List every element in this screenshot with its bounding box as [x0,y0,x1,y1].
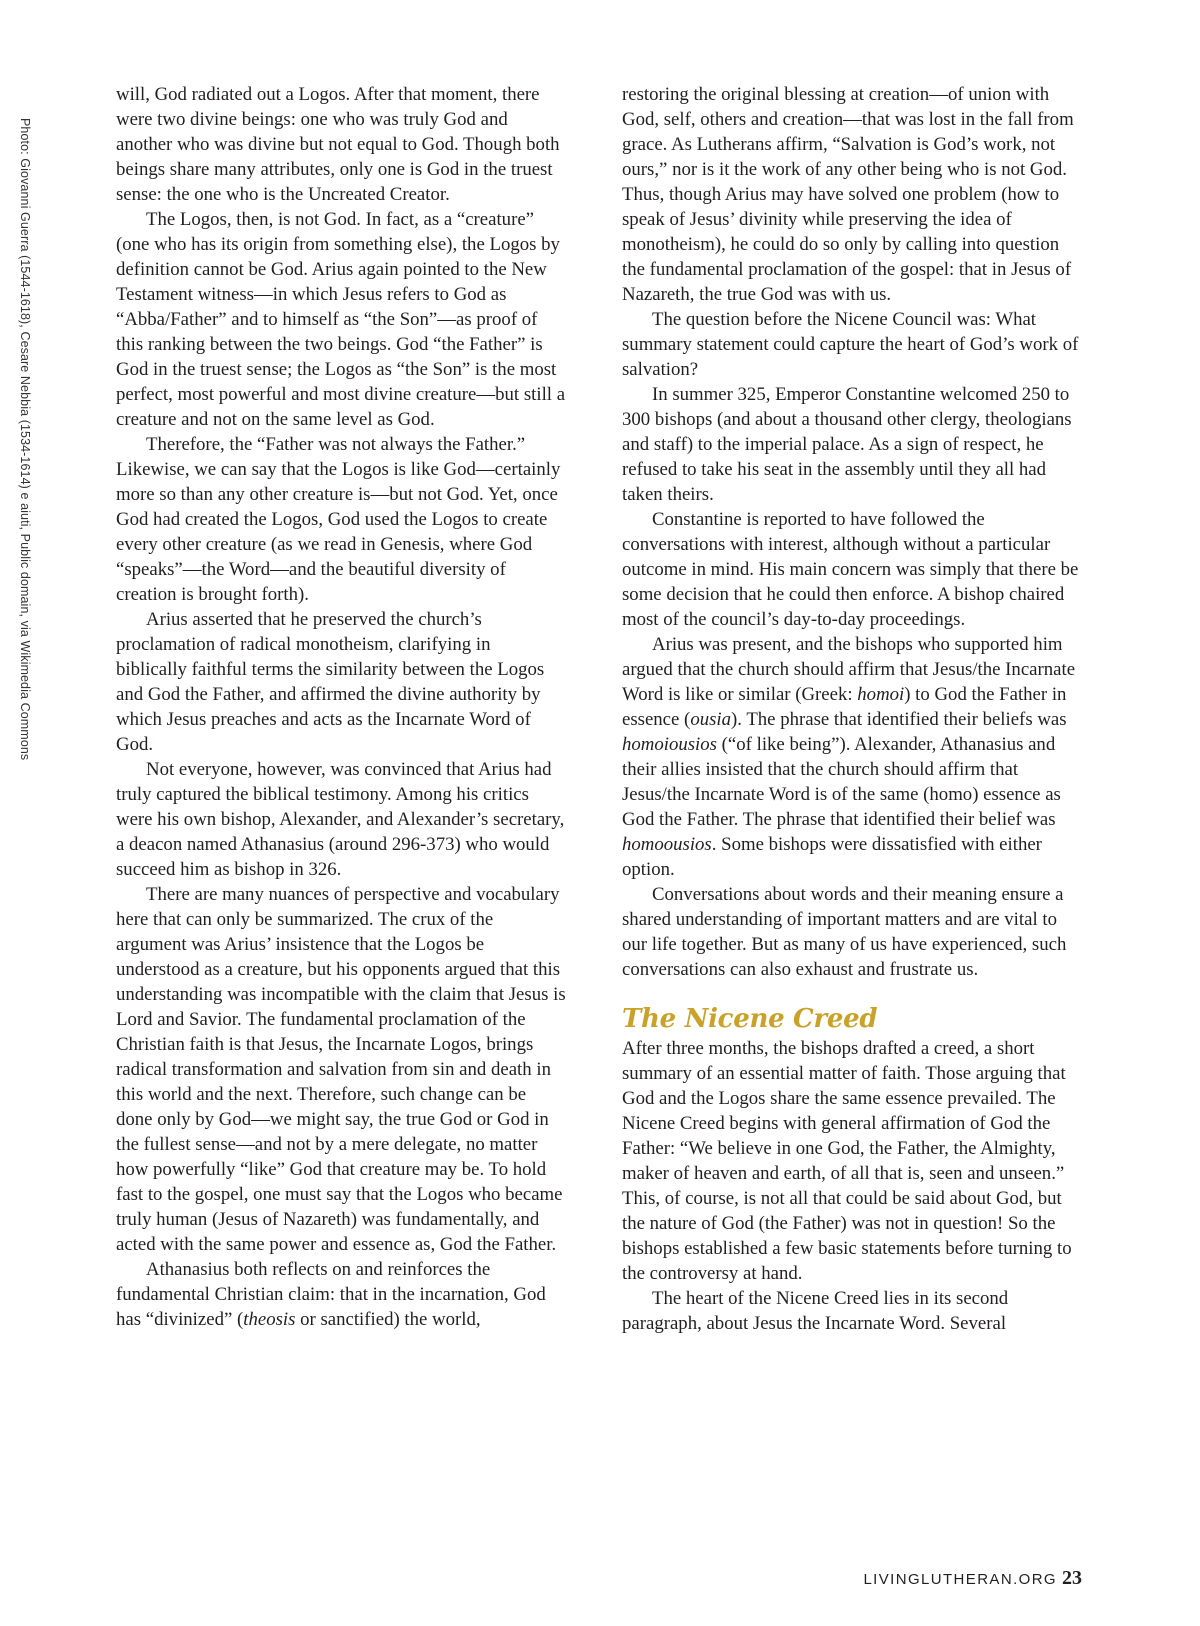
italic-term: homoi [857,684,905,705]
text-run: . Some bishops were dissatisfied with either option. [622,834,1042,880]
body-paragraph: The Logos, then, is not God. In fact, as a “creature” (one who has its origin from something else), the Logos by definition cannot be God. Arius again pointed to the New Testament witness—in which Jesus refers to God as “Abba/Father” and to himself as “the Son”—as proof of this ranking between the two beings. God “the Father” is God in the truest sense; the Logos as “the Son” is the most perfect, most powerful and most divine creature—but still a creature and not on the same level as God. [116,209,566,430]
body-paragraph: In summer 325, Emperor Constantine welcomed 250 to 300 bishops (and about a thousand other clergy, theologians and staff) to the imperial palace. As a sign of respect, he refused to take his seat in the assembly until they all had taken theirs. [622,384,1072,505]
page-number: 23 [1062,1567,1082,1589]
body-paragraph: Conversations about words and their meaning ensure a shared understanding of important matters and are vital to our life together. But as many of us have experienced, such conversations can also exhaust and frustrate us. [622,884,1067,980]
body-paragraph: restoring the original blessing at creation—of union with God, self, others and creation—that was lost in the fall from grace. As Lutherans affirm, “Salvation is God’s work, not ours,” nor is it the work of any other being who is not God. Thus, though Arius may have solved one problem (how to speak of Jesus’ divinity while preserving the idea of monotheism), he could do so only by calling into question the fundamental proclamation of the gospel: that in Jesus of Nazareth, the true God was with us. [622,84,1074,305]
italic-term: homoousios [622,834,712,855]
right-column [622,82,1084,1336]
italic-term: ousia [690,709,732,730]
text-run: Arius was present, and the bishops who supported him argued that the church should affirm that Jesus/the Incarnate Word is like or similar (Greek: [622,634,1076,705]
left-column [116,82,566,1332]
text-run: Athanasius both reflects on and reinforces the fundamental Christian claim: that in the incarnation, God has “divinized” ( [116,1259,546,1330]
footer-site: LIVINGLUTHERAN.ORG [863,1571,1057,1588]
body-paragraph [622,632,1084,882]
body-paragraph: Arius asserted that he preserved the church’s proclamation of radical monotheism, clarifying in biblically faithful terms the similarity between the Logos and God the Father, and affirmed the divine authority by which Jesus preaches and acts as the Incarnate Word of God. [116,609,545,755]
italic-term: theosis [243,1309,296,1330]
page-footer [863,1567,1082,1590]
text-run: (“of like being”). Alexander, Athanasius and their allies insisted that the church should affirm that Jesus/the Incarnate Word is of the same (homo) essence as God the Father. The phrase that identified their belief was [622,734,1061,830]
photo-credit: Photo: Giovanni Guerra (1544-1618), Cesare Nebbia (1534-1614) e aiuti, Public domain, via Wikimedia Commons [18,118,32,761]
text-run: ) to God the Father in essence ( [622,684,1067,730]
section-heading: The Nicene Creed [622,1004,878,1034]
italic-term: homoiousios [622,734,717,755]
body-paragraph: Constantine is reported to have followed the conversations with interest, although without a particular outcome in mind. His main concern was simply that there be some decision that he could then enforce. A bishop chaired most of the council’s day-to-day proceedings. [622,509,1079,630]
body-paragraph: The heart of the Nicene Creed lies in its second paragraph, about Jesus the Incarnate Word. Several [622,1288,1009,1334]
text-run: or sanctified) the world, [295,1309,481,1330]
body-paragraph: Therefore, the “Father was not always the Father.” Likewise, we can say that the Logos is like God—certainly more so than any other creature is—but not God. Yet, once God had created the Logos, God used the Logos to create every other creature (as we read in Genesis, where God “speaks”—the Word—and the beautiful diversity of creation is brought forth). [116,434,561,605]
body-paragraph: After three months, the bishops drafted a creed, a short summary of an essential matter of faith. Those arguing that God and the Logos share the same essence prevailed. The Nicene Creed begins with general affirmation of God the Father: “We believe in one God, the Father, the Almighty, maker of heaven and earth, of all that is, seen and unseen.” This, of course, is not all that could be said about God, but the nature of God (the Father) was not in question! So the bishops established a few basic statements before turning to the controversy at hand. [622,1038,1072,1284]
body-paragraph: Not everyone, however, was convinced that Arius had truly captured the biblical testimony. Among his critics were his own bishop, Alexander, and Alexander’s secretary, a deacon named Athanasius (around 296-373) who would succeed him as bishop in 326. [116,759,565,880]
body-paragraph [116,1257,566,1332]
text-run: ). The phrase that identified their beliefs was [731,709,1067,730]
body-paragraph: The question before the Nicene Council was: What summary statement could capture the heart of God’s work of salvation? [622,309,1079,380]
body-paragraph: will, God radiated out a Logos. After that moment, there were two divine beings: one who was truly God and another who was divine but not equal to God. Though both beings share many attributes, only one is God in the truest sense: the one who is the Uncreated Creator. [116,84,560,205]
body-paragraph: There are many nuances of perspective and vocabulary here that can only be summarized. The crux of the argument was Arius’ insistence that the Logos be understood as a creature, but his opponents argued that this understanding was incompatible with the claim that Jesus is Lord and Savior. The fundamental proclamation of the Christian faith is that Jesus, the Incarnate Logos, brings radical transformation and salvation from sin and death in this world and the next. Therefore, such change can be done only by God—we might say, the true God or God in the fullest sense—and not by a mere delegate, no matter how powerfully “like” God that creature may be. To hold fast to the gospel, one must say that the Logos who became truly human (Jesus of Nazareth) was fundamentally, and acted with the same power and essence as, God the Father. [116,884,566,1255]
